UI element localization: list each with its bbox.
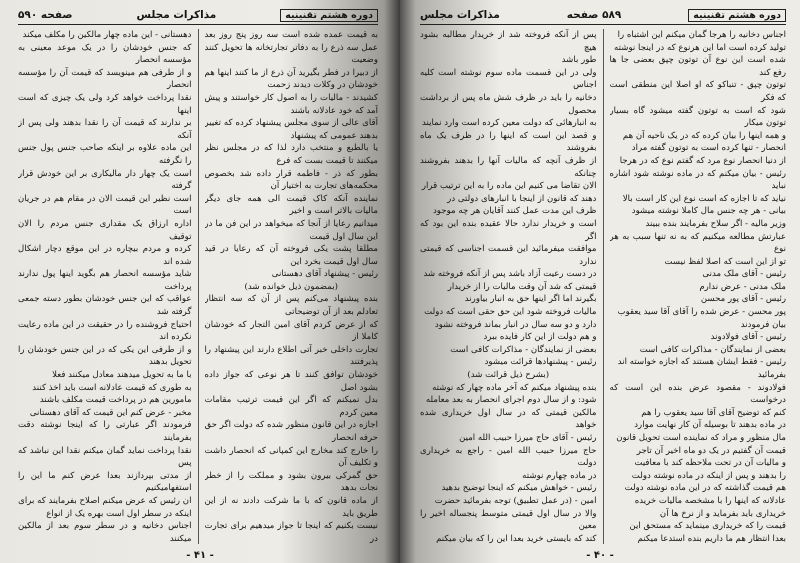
text-line: احتیاج فروشنده را در حقیقت در این ماده رعایت نکرده اند — [18, 319, 192, 343]
text-line: ملک مدنی - عرض ندارم — [699, 281, 786, 292]
text-line: نقدا پرداخت نماید گمان میکنم نقدا این نباشد که پس — [18, 445, 192, 469]
text-line: فرمودند اگر عبارتی را که اینجا نوشته دقت بفرمایند — [18, 420, 192, 443]
text-line: حاج میرزا حبیب الله امین - راجع به خریداری دولت — [420, 445, 597, 469]
text-line: از ظرف آنچه که مالیات آنها را بدهند بفروشند چنانکه — [420, 155, 597, 179]
text-line: و از طرفی هم مینویسد که قیمت آن را مؤسسه انحصار — [18, 67, 192, 91]
text-line: از مدتی بپردازند بعدا عرض کنم ما این را استفهامیکنیم — [18, 470, 192, 494]
right-page-number: ۵۸۹ صفحه — [566, 9, 622, 21]
text-line: و مالیات آن در تحت ملاحظه کند با معافیت — [634, 458, 786, 469]
text-line: بیان فرمودند — [740, 319, 786, 330]
text-line: دارد و دو سه سال در انبار بماند فروخته نشود — [434, 319, 597, 330]
text-line: اجناس دخانیه و در سطر سوم بعد از مالکین میکنند — [18, 521, 192, 544]
text-line: رئیس - آقای پور محسن — [700, 294, 786, 305]
right-page-column-left — [420, 29, 597, 544]
text-line: را خارج کند مخارج این کمپانی که انحصار داشت و تکلیف آن — [204, 445, 378, 469]
text-line: مطلقا پشت یکی فروخته آن که رعایا در قید سال اول قیمت بخرد این — [204, 244, 378, 267]
text-line: رئیس - آقای ملک مدنی — [702, 269, 786, 280]
column-divider — [198, 29, 199, 544]
text-line: با ما به تحویل میدهند معادل میکنند فعلا — [52, 370, 192, 381]
right-page-header — [420, 6, 786, 25]
text-line: به انبارهائی که دولت معین کرده است وارد نمایند — [422, 118, 597, 129]
left-page-session: دوره هشتم تقنینیه — [280, 9, 378, 22]
text-line: نیاید که تا اجازه که است نوع این کار است بالا — [622, 193, 786, 204]
text-line: بر ندارند که قیمت آن را نقدا بدهند ولی پس از آنکه — [18, 118, 192, 141]
text-line: یا بالطبع و منتخب دارد لذا که در مجلس نظر میکنند تا قیمت بست که فرع — [204, 143, 378, 166]
text-line: در ماده چهارم نوشته — [522, 470, 597, 481]
text-line: کند که بایستی خرید بعدا این را که بیان میکنم — [436, 533, 597, 544]
text-line: اجناس دخانیه را هرجا گمان میکنم این اشتباه را — [617, 30, 786, 40]
text-line: رئیس - آقای حاج میرزا حبیب الله امین — [459, 433, 597, 443]
text-line: مالیات فروخته شود این حق حقی است که دولت — [424, 307, 597, 318]
text-line: دهند که قانون از اینجا با انبارهای دولتی در — [447, 193, 597, 204]
text-line: آقای عالی از سوی مجلس پیشنهاد کرده که تغییر بدهند عمومی که پیشنهاد — [204, 118, 378, 141]
text-line: میدانیم رعایا از آنجا که میخواهد در این فن ما در این سال اول قیمت — [204, 218, 378, 242]
text-line: کنم که توضیح آقای آقا سید یعقوب را هم — [641, 407, 786, 418]
text-line: است و خریدار ندارد حالا عقیده بنده این بود که اگر — [420, 218, 597, 242]
text-line: حق گمرکی بیرون بشود و مملکت را از خطر نجات بدهد — [204, 470, 378, 494]
text-line: مالکین قیمتی که در سال اول خریداری شده خواهد — [420, 407, 597, 431]
text-line: بعضی از نمایندگان - مذاکرات کافی است — [450, 344, 597, 355]
text-line: ظرف این مدت عمل کنند آقایان هر چه موجود — [432, 206, 597, 217]
text-line: رئیس - فقط ایشان هستند که اجازه خواسته اند — [617, 357, 786, 368]
text-line: نماینده آنکه کاک قیمت الی همه جای دیگر مالیات بالاتر است و اخیر — [204, 193, 378, 217]
text-line: رئیس - خواهش میکنم که اینجا توضیح بدهید — [441, 483, 597, 494]
text-line: که جنس خودشان را در یک موعد معینی به مؤسسه انحصار — [18, 42, 192, 66]
text-line: قیمت آن گفتیم در یک دو ماه اخیر آن تاجر — [636, 445, 786, 456]
text-line: شود که است به توتون گفته میشود گاه بسیار توتون میکار — [609, 105, 786, 129]
text-line: والا در سال اول قیمتی متوسط پنجساله اخیر را معین — [420, 508, 597, 532]
text-line: شاید مؤسسه انحصار هم بگوید اینها پول ندارند پرداخت — [18, 269, 192, 292]
text-line: از ماده قانون که با ما شرکت دادند نه از این طریق باید — [204, 495, 378, 519]
text-line: پس از آنکه فروخته شد از خریدار مطالبه بشود هیچ — [420, 30, 597, 53]
column-divider — [603, 29, 604, 544]
text-line: هم قیمت گذاشته که در این ماده نوشته دولت — [624, 483, 786, 494]
text-line: اجازه در این قانون منظور شده که دولت اگر حق حرفه انحصار — [204, 420, 378, 443]
text-line: را بدهند و پس از اینکه در ماده نوشته دولت — [631, 470, 786, 481]
text-line: به قیمت عمده شده است سه روز پنج روز بعد عمل سه ذرع را به دفاتر تجارتخانه ها تحویل کنند وضعیت — [204, 30, 378, 66]
right-page-columns — [420, 29, 786, 544]
text-line: است یک چهار دار مالیکاری بر این خودش قرار گرفته — [18, 168, 192, 192]
text-line: موافقت میفرمائید این قسمت اجناسی که قیمتی ندارد — [420, 244, 597, 267]
text-line: کشیدند - مالیات را به اصول کار خواستند و پیش آمد که خود عادلانه باشند — [204, 92, 378, 116]
text-line: تولید کرده است اما این هرنوع که در اینجا نوشته — [614, 42, 786, 53]
text-line: عادلانه که اینها را با مشخصه مالیات خریده — [634, 495, 786, 506]
left-page-number: صفحه ۵۹۰ — [18, 9, 73, 21]
text-line: پور محسن - عرض شده را آقای آقا سید یعقوب — [617, 307, 786, 318]
text-line: به طوری که قیمت عادلانه است باید اخذ کنند — [32, 382, 192, 393]
left-page-folio: - ۴۱ - — [186, 550, 214, 561]
text-line: بنده پیشنهاد میکنم که آخر ماده چهار که نوشته — [432, 382, 597, 393]
text-line: که از عرض کردم آقای امین التجار که خودشان کاملا از — [204, 319, 378, 343]
right-page-folio: - ۴۰ - — [586, 550, 614, 561]
text-line: رئیس - پیشنهاد آقای دهستانی — [271, 269, 378, 280]
text-line: توتون چپق - تنباکو که او اصلا این منطقی است که فکر — [609, 80, 786, 103]
text-line: عبارتش مطالعه میکنیم که به نه تنها سبب به هر نوع — [609, 231, 786, 255]
text-line: مال منظور و مراد که نماینده است تحویل قانون — [616, 433, 786, 443]
text-line: و هم دولت از این کار فایده ببرد — [483, 332, 597, 343]
text-line: امین - (در عمل تطبیق) توجه بفرمائید حضرت — [434, 495, 597, 506]
text-line: بفرمائید — [757, 370, 786, 381]
text-line: بعضی از نمایندگان - مذاکرات کافی است — [639, 344, 786, 355]
text-line: شود: و از سال دوم اجرای انحصار به بعد معامله — [425, 395, 597, 406]
text-line: رئیس - پیشنهادها قرائت میشود — [484, 357, 597, 368]
text-line: شده است این نوع آن توتون چپق بعضی جا ها رفع کند — [609, 55, 786, 78]
text-line: عواقب که این جنس خودشان بطور دسته جمعی گرفته شد — [18, 294, 192, 318]
left-page-columns — [18, 29, 378, 544]
text-line: وزیر مالیه - اگر سلاح بفرمایند بنده ببیند — [645, 218, 786, 229]
text-line: رئیس - آقای فولادوند — [710, 332, 786, 343]
text-line: این ماده علاوه بر اینکه صاحب جنس پول جنس را نگرفته — [18, 143, 192, 166]
text-line: اینکه در سطر اول است بهره یک از انواع — [46, 508, 192, 519]
text-line: خریداری باید بفرماید و از نرخ ها آن — [659, 508, 786, 519]
right-page-session: دوره هشتم تقنینیه — [688, 9, 786, 22]
left-page-header — [18, 6, 378, 25]
text-line: ولی در این قسمت ماده سوم نوشته است کلیه اجناس — [420, 67, 597, 91]
text-line: بیانی - هر چه جنس مال کاملا نوشته میشود — [631, 206, 786, 217]
text-line: نقدا پرداخت خواهد کرد ولی یک چیزی که است اینها — [18, 92, 192, 116]
text-line: خودشان توافق کنند تا هر نوعی که جواز داده بشود اصل — [204, 370, 378, 393]
right-page — [400, 0, 800, 563]
text-line: است نظیر این قیمت الان در مقام هم در جریان است — [18, 193, 192, 217]
text-line: بدل نمیکنم که اگر این قیمت ترتیب مقامات معین کردم — [204, 395, 378, 418]
text-line: الان تقاضا می کنیم این ماده را به این ترتیب قرار — [421, 181, 597, 192]
text-line: فولادوند - مقصود عرض بنده این است که درخواست — [609, 382, 786, 406]
text-line: رئیس - بیان میکنم که در ماده نوشته شود اشاره نباید — [609, 168, 786, 192]
text-line: کرده و مردم بیچاره در این موقع دچار اشکال شده اند — [18, 244, 192, 267]
text-line: انحصار - تنها کرده است به توتون گفته مراد — [631, 143, 786, 154]
text-line: بطور که ذر - فاطمه قرار داده شد بخصوص محکمه‌های تجارت به اختیار آن — [204, 168, 378, 192]
text-line: بگیرند اما اگر اینها حق به انبار بیاورند — [464, 294, 597, 305]
text-line: قیمتی که شد آن وقت مالیات را از خریدار — [447, 281, 597, 292]
text-line: قیمت را که خریداری مینماید که مستحق این — [629, 521, 786, 532]
text-line: از دنیا انحصار نوع مرد که گفتم نوع که در هرجا — [619, 155, 786, 166]
text-line: و از طرفی این یکی که در این جنس خودشان را تحویل بدهند — [18, 344, 192, 368]
text-line: طور باشد — [561, 55, 597, 66]
text-line: بعدا انتظار هم ما داریم بنده استدعا میکنم — [637, 533, 786, 544]
text-line: و همه اینها را بیان کرده که در یک ناحیه آن هم — [622, 130, 786, 141]
text-line: بنده پیشنهاد می‌کنم پس از آن که سه انتظار تعادلم بعد از آن توضیحاتی — [204, 294, 378, 318]
text-line: اداره ارزاق یک مقداری جنس مردم را الان توقیف — [18, 218, 192, 242]
right-page-title: مذاکرات مجلس — [420, 9, 500, 21]
text-line: نیست بکنیم که اینجا تا جواز میدهیم برای تجارت در — [204, 521, 378, 544]
left-page-title: مذاکرات مجلس — [136, 9, 217, 21]
text-line: (بشرح ذیل قرائت شد) — [467, 370, 550, 381]
text-line: ان رئیس که عرض میکنم اصلاح بفرمایند که برای — [18, 495, 192, 506]
text-line: از دبیرا در فطر بگیرید آن ذرع از ما کنند اینها هم خودشان در وکلات دیدند زحمت — [204, 67, 378, 91]
text-line: در دست رعیت آزاد باشد پس از آنکه فروخته شد — [423, 269, 597, 280]
right-page-column-right — [610, 29, 787, 544]
text-line: در ماده بدهند تا بوسیله آن کار نهایت موارد — [634, 420, 786, 431]
text-line: تجارت داخلی خبر آتی اطلاع دارند این پیشنهاد را پذیرفتند — [204, 344, 378, 368]
text-line: دهستانی - این ماده چهار مالکین را مکلف میکند — [22, 30, 192, 40]
text-line: تو از این است که اصلا لفظ نیست — [664, 256, 786, 267]
text-line: دخانیه را باید در ظرف شش ماه پس از برداشت محصول — [420, 92, 597, 116]
text-line: و قصد این است که اینها را در ظرف یک ماه بفروشند — [420, 130, 597, 154]
text-line: مامورین هم در پرداخت قیمت مکلف باشند — [39, 395, 192, 406]
left-page-column-left — [18, 29, 192, 544]
text-line: مخبر - عرض کنم این قیمت که آقای دهستانی — [29, 407, 192, 418]
left-page-column-right — [205, 29, 379, 544]
text-line: (بمضمون ذیل خوانده شد) — [244, 281, 338, 292]
